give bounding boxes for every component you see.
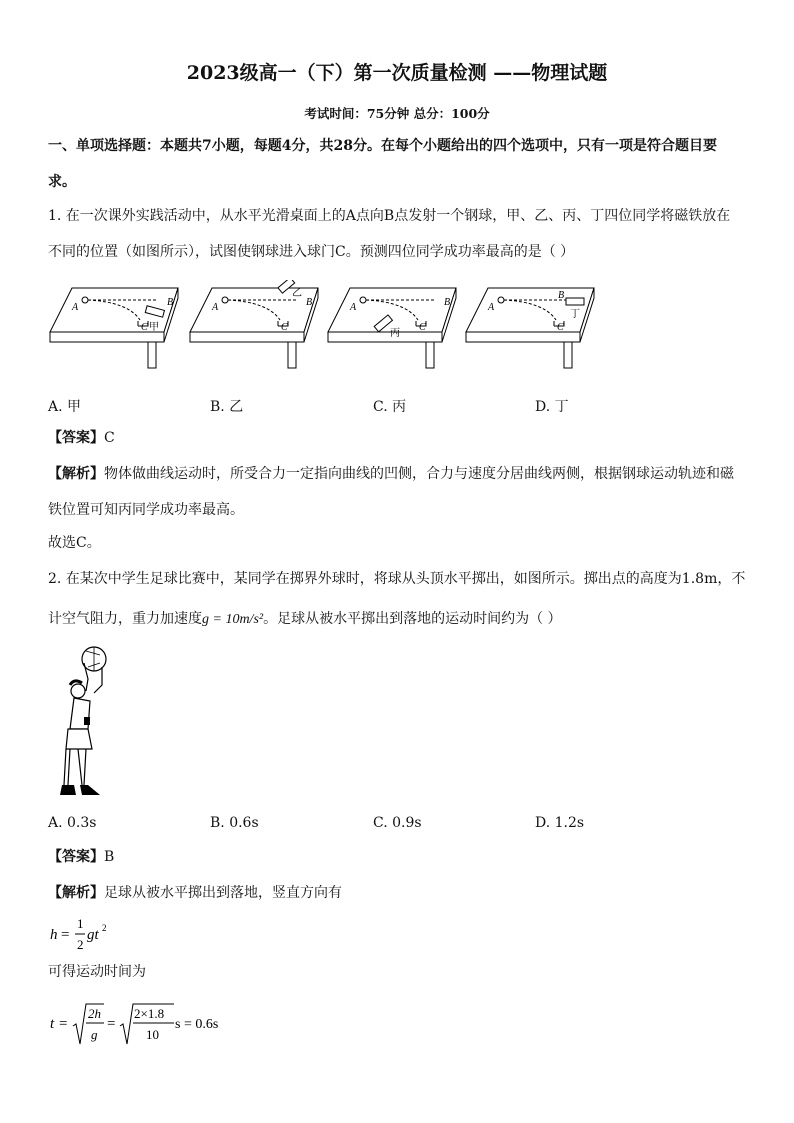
formula-eq2: = bbox=[107, 1016, 116, 1032]
table-bing bbox=[328, 288, 456, 368]
formula-sup: 2 bbox=[102, 923, 107, 933]
section-heading-cont: 求。 bbox=[48, 174, 76, 190]
label-jia: 甲 bbox=[149, 322, 159, 333]
answer-value: C bbox=[104, 430, 115, 446]
section-heading: 一、单项选择题：本题共7小题，每题4分，共28分。在每个小题给出的四个选项中，只有一项是符合题目要 bbox=[48, 138, 717, 154]
formula-t: t bbox=[50, 1016, 55, 1032]
label-c: C bbox=[419, 322, 426, 333]
label-a: A bbox=[350, 302, 357, 313]
analysis-tag: 【解析】 bbox=[48, 885, 104, 901]
exam-info: 考试时间：75分钟 总分：100分 bbox=[304, 106, 490, 121]
q1-analysis-line2: 铁位置可知丙同学成功率最高。 bbox=[48, 502, 244, 518]
formula-d2: 10 bbox=[146, 1027, 159, 1042]
q1-figure bbox=[48, 280, 608, 372]
q1-option-c: C. 丙 bbox=[373, 399, 407, 415]
gravity-formula: g = 10m/s² bbox=[202, 612, 264, 627]
label-ding: 丁 bbox=[570, 309, 580, 320]
label-b: B bbox=[444, 297, 451, 308]
formula-n1: 2h bbox=[88, 1006, 101, 1021]
formula-den: 2 bbox=[77, 937, 84, 952]
formula-d1: g bbox=[91, 1027, 98, 1042]
label-bing: 丙 bbox=[390, 328, 400, 339]
label-c: C bbox=[557, 322, 564, 333]
q1-option-d: D. 丁 bbox=[535, 399, 569, 415]
q1-answer bbox=[48, 420, 748, 456]
formula-num: 1 bbox=[77, 916, 84, 931]
label-c: C bbox=[141, 322, 148, 333]
label-a: A bbox=[212, 302, 219, 313]
q2-stem-line2 bbox=[48, 601, 748, 638]
formula-height bbox=[48, 913, 118, 955]
answer-tag: 【答案】 bbox=[48, 430, 104, 446]
q2-option-a: A. 0.3s bbox=[48, 815, 97, 831]
formula-time bbox=[48, 998, 238, 1048]
label-a: A bbox=[72, 302, 79, 313]
answer-value: B bbox=[104, 849, 115, 865]
formula-n2: 2×1.8 bbox=[134, 1006, 165, 1021]
analysis-tag: 【解析】 bbox=[48, 466, 104, 482]
q2-option-c: C. 0.9s bbox=[373, 815, 422, 831]
analysis-text: 足球从被水平掷出到落地，竖直方向有 bbox=[104, 885, 342, 901]
q1-stem-line2: 不同的位置（如图所示），试图使钢球进入球门C。预测四位同学成功率最高的是（ ） bbox=[48, 244, 575, 260]
q2-answer bbox=[48, 839, 748, 875]
formula-gt: gt bbox=[87, 927, 99, 943]
q2-analysis-line1 bbox=[48, 875, 748, 911]
q1-conclusion: 故选C。 bbox=[48, 535, 101, 551]
label-yi: 乙 bbox=[292, 288, 302, 299]
table-jia bbox=[50, 288, 178, 368]
formula-eq1: = bbox=[59, 1016, 68, 1032]
formula-eq: = bbox=[61, 927, 70, 943]
q1-option-b: B. 乙 bbox=[210, 399, 244, 415]
table-ding bbox=[466, 288, 594, 368]
q2-analysis-line2: 可得运动时间为 bbox=[48, 964, 146, 980]
page-title: 2023级高一（下）第一次质量检测 ——物理试题 bbox=[186, 62, 608, 84]
label-c: C bbox=[281, 322, 288, 333]
q1-analysis-line1 bbox=[48, 456, 748, 492]
label-b: B bbox=[167, 297, 174, 308]
analysis-text: 物体做曲线运动时，所受合力一定指向曲线的凹侧，合力与速度分居曲线两侧，根据钢球运动轨迹和磁 bbox=[104, 466, 734, 482]
q2-figure bbox=[54, 645, 108, 803]
q2-stem-text-end: 。足球从被水平掷出到落地的运动时间约为（ ） bbox=[263, 611, 562, 627]
formula-result: s = 0.6s bbox=[175, 1017, 219, 1032]
q2-stem-line1: 2. 在某次中学生足球比赛中，某同学在掷界外球时，将球从头顶水平掷出，如图所示。掷出点的高度为1.8m，不 bbox=[48, 571, 746, 587]
q1-stem-line1: 1. 在一次课外实践活动中，从水平光滑桌面上的A点向B点发射一个钢球，甲、乙、丙、丁四位同学将磁铁放在 bbox=[48, 208, 731, 224]
label-b: B bbox=[558, 290, 565, 301]
formula-h: h bbox=[50, 927, 58, 943]
label-a: A bbox=[488, 302, 495, 313]
answer-tag: 【答案】 bbox=[48, 849, 104, 865]
q2-option-d: D. 1.2s bbox=[535, 815, 585, 831]
label-b: B bbox=[306, 297, 313, 308]
q2-stem-text: 计空气阻力，重力加速度 bbox=[48, 611, 202, 627]
q2-option-b: B. 0.6s bbox=[210, 815, 259, 831]
table-yi bbox=[190, 280, 318, 368]
q1-option-a: A. 甲 bbox=[48, 399, 82, 415]
